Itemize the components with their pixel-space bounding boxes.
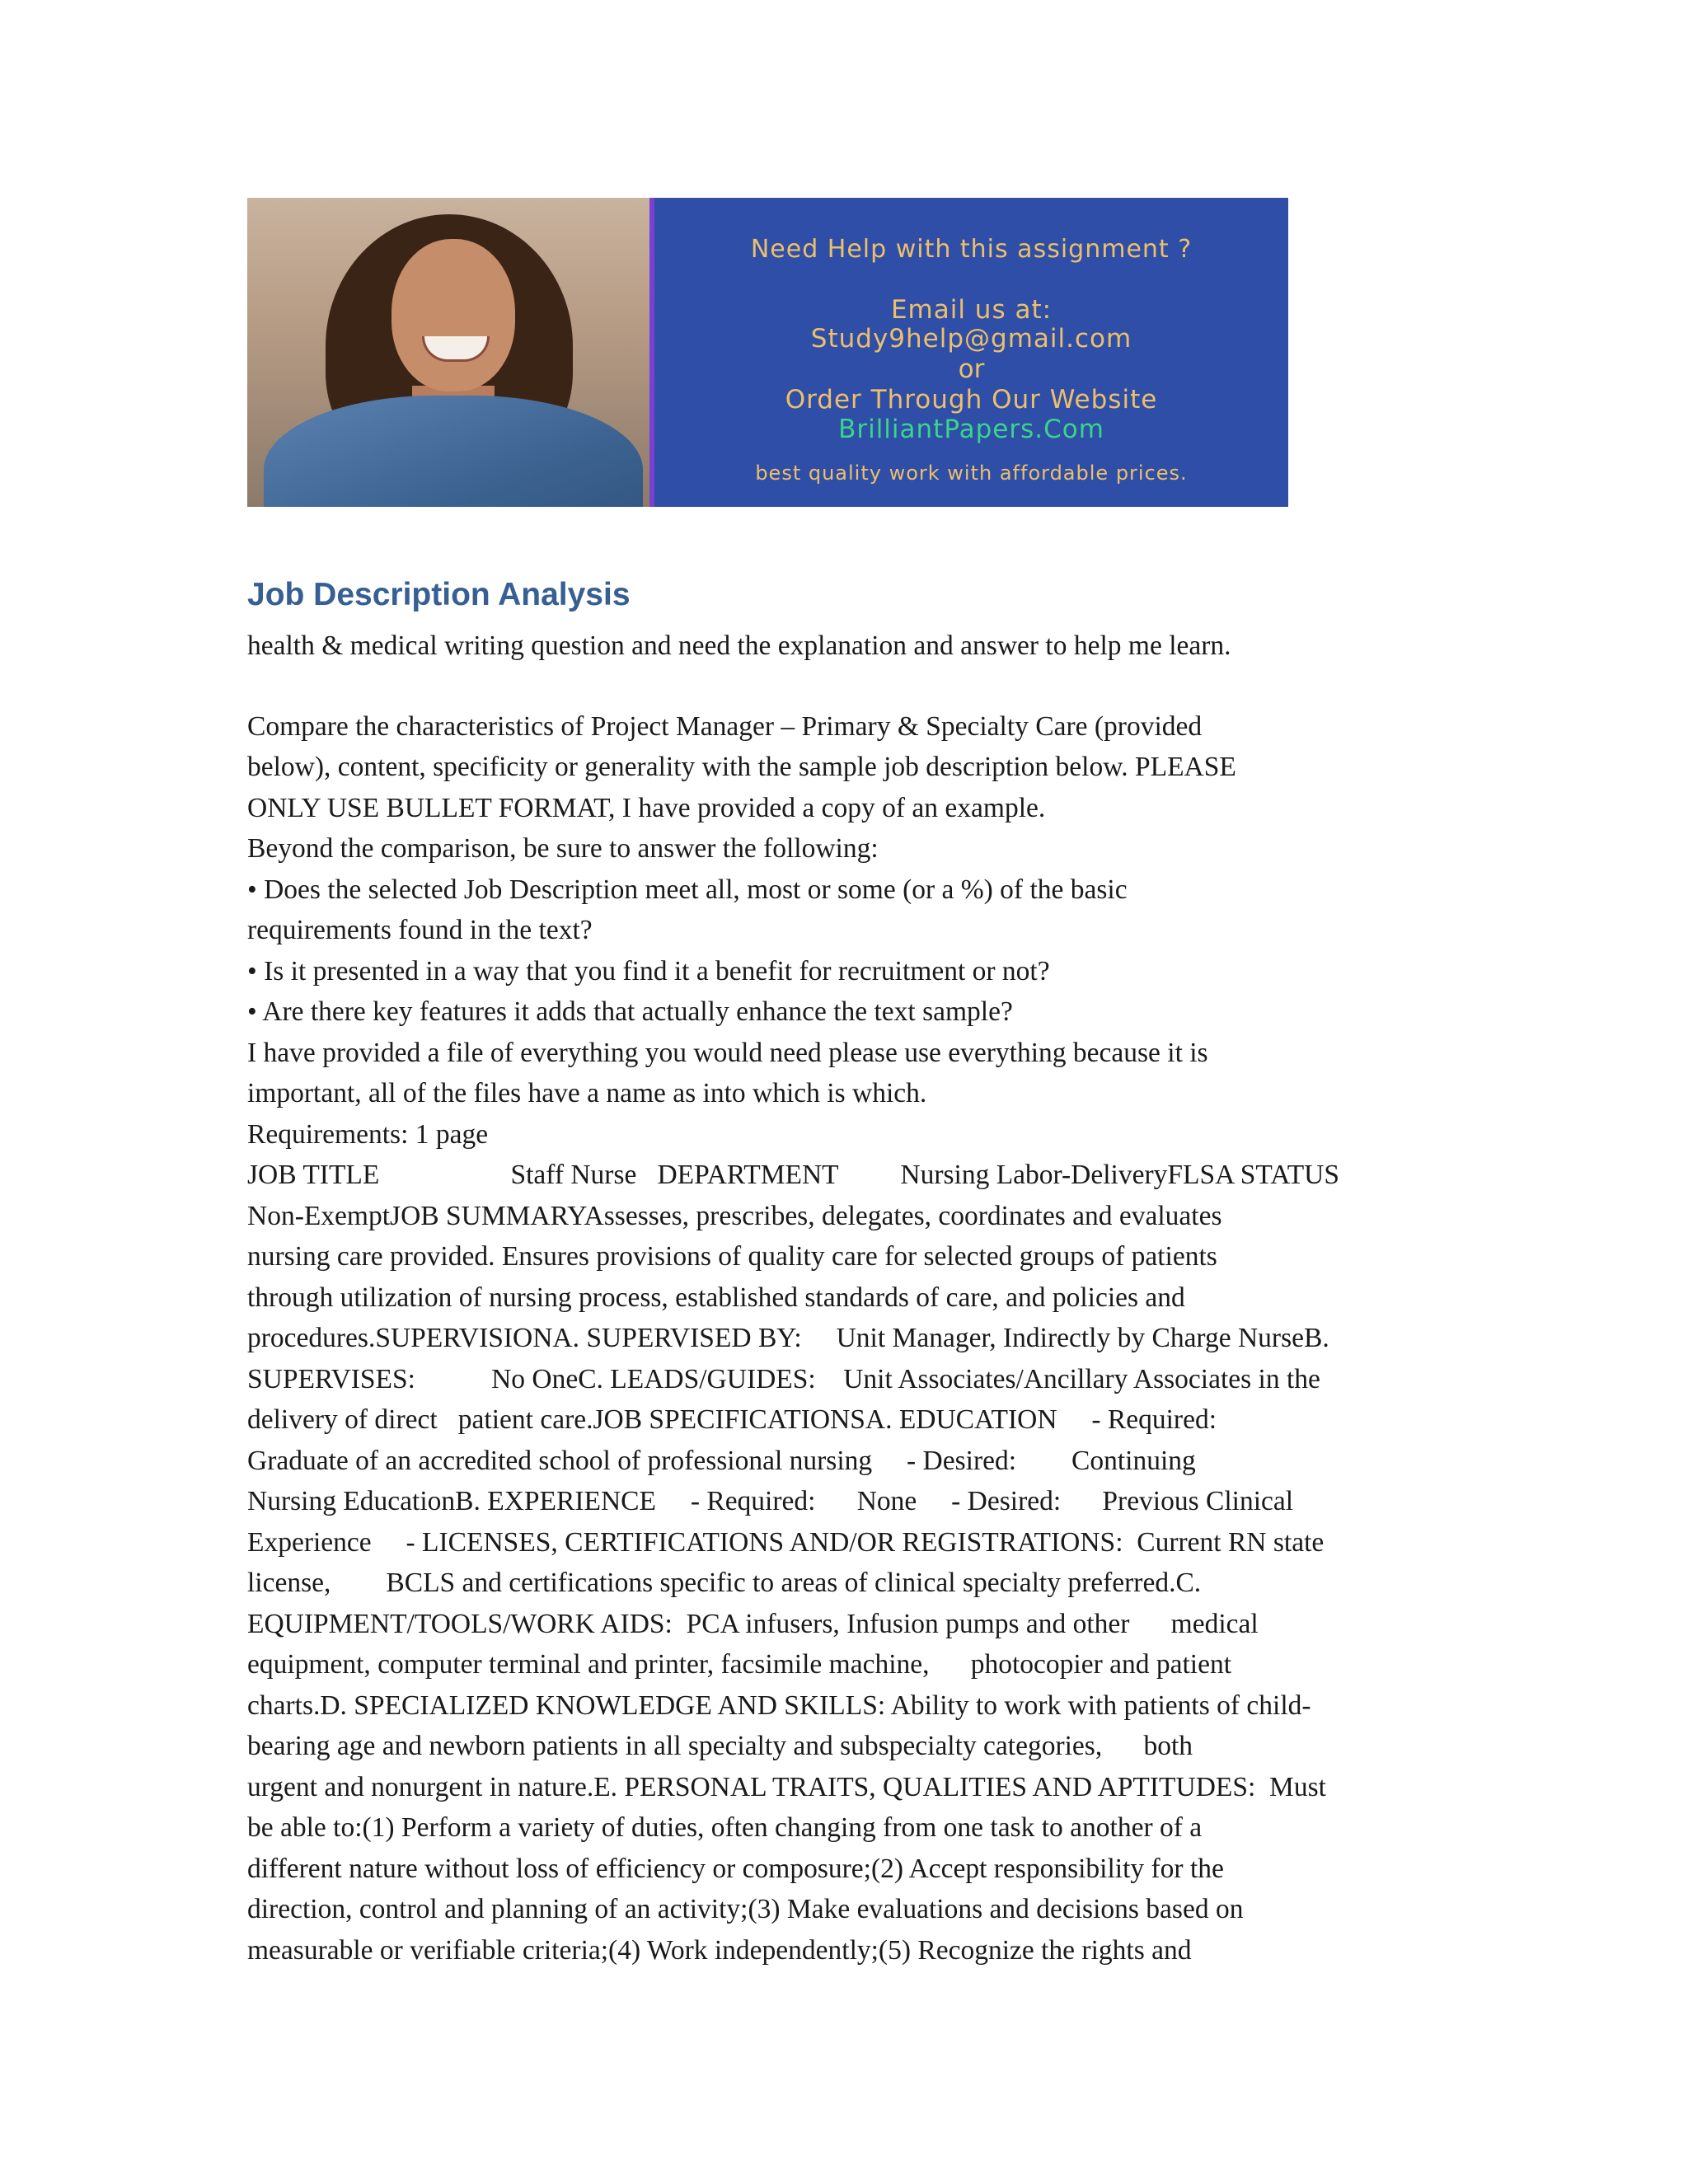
body-line: direction, control and planning of an activity;(3) Make evaluations and decisions based on (247, 1894, 1244, 1924)
body-line: ONLY USE BULLET FORMAT, I have provided a copy of an example. (247, 793, 1046, 823)
body-line: be able to:(1) Perform a variety of duties, often changing from one task to another of a (247, 1812, 1203, 1843)
body-line: procedures.SUPERVISIONA. SUPERVISED BY: Unit Manager, Indirectly by Charge NurseB. (247, 1323, 1329, 1353)
body-line: JOB TITLE Staff Nurse DEPARTMENT Nursing Labor-DeliveryFLSA STATUS (247, 1160, 1339, 1190)
banner-photo (247, 198, 649, 507)
banner-email-label: Email us at: (890, 295, 1053, 325)
body-line: Requirements: 1 page (247, 1119, 489, 1150)
body-line: nursing care provided. Ensures provisions of quality care for selected groups of patients (247, 1241, 1217, 1272)
body-line: measurable or verifiable criteria;(4) Work independently;(5) Recognize the rights and (247, 1935, 1192, 1966)
body-line: charts.D. SPECIALIZED KNOWLEDGE AND SKILLS: Ability to work with patients of child- (247, 1690, 1311, 1721)
body-line: I have provided a file of everything you would need please use everything because it is (247, 1038, 1208, 1068)
bullet-item: • Is it presented in a way that you find it a benefit for recruitment or not? (247, 956, 1050, 987)
body-line: Graduate of an accredited school of professional nursing - Desired: Continuing (247, 1446, 1196, 1476)
body-line: delivery of direct patient care.JOB SPECIFICATIONSA. EDUCATION - Required: (247, 1404, 1217, 1435)
banner-tagline: best quality work with affordable prices. (755, 462, 1188, 485)
body-line: Nursing EducationB. EXPERIENCE - Required: None - Desired: Previous Clinical (247, 1486, 1294, 1516)
photo-face (392, 239, 515, 391)
photo-denim-jacket (264, 396, 643, 507)
bullet-item: • Are there key features it adds that actually enhance the text sample? (247, 996, 1013, 1027)
body-line: requirements found in the text? (247, 915, 593, 945)
body-line: below), content, specificity or generality with the sample job description below. PLEASE (247, 752, 1236, 782)
body-line: through utilization of nursing process, established standards of care, and policies and (247, 1282, 1185, 1313)
body-line: urgent and nonurgent in nature.E. PERSONAL TRAITS, QUALITIES AND APTITUDES: Must (247, 1772, 1326, 1802)
banner-text-panel (654, 198, 1288, 507)
body-line: license, BCLS and certifications specific to areas of clinical specialty preferred.C. (247, 1568, 1202, 1598)
page-title: Job Description Analysis (247, 577, 631, 612)
banner-website: BrilliantPapers.Com (838, 415, 1104, 444)
body-line: Compare the characteristics of Project Manager – Primary & Specialty Care (provided (247, 711, 1203, 742)
body-line: Non-ExemptJOB SUMMARYAssesses, prescribes, delegates, coordinates and evaluates (247, 1201, 1222, 1231)
banner-order-line: Order Through Our Website (785, 385, 1158, 415)
bullet-item: • Does the selected Job Description meet all, most or some (or a %) of the basic (247, 874, 1128, 905)
body-line: health & medical writing question and need the explanation and answer to help me learn. (247, 630, 1231, 661)
body-line: different nature without loss of efficiency or composure;(2) Accept responsibility for the (247, 1854, 1224, 1884)
body-line: SUPERVISES: No OneC. LEADS/GUIDES: Unit Associates/Ancillary Associates in the (247, 1364, 1320, 1394)
banner-or: or (958, 354, 985, 384)
body-line: important, all of the files have a name as into which is which. (247, 1078, 927, 1108)
banner-email: Study9help@gmail.com (810, 324, 1132, 354)
advertisement-banner (247, 198, 1288, 507)
body-line: Beyond the comparison, be sure to answer the following: (247, 833, 879, 864)
body-line: EQUIPMENT/TOOLS/WORK AIDS: PCA infusers, Infusion pumps and other medical (247, 1609, 1259, 1639)
body-line: bearing age and newborn patients in all specialty and subspecialty categories, both (247, 1731, 1193, 1761)
body-line: Experience - LICENSES, CERTIFICATIONS AND/OR REGISTRATIONS: Current RN state (247, 1527, 1325, 1558)
body-line: equipment, computer terminal and printer, facsimile machine, photocopier and patient (247, 1649, 1232, 1680)
banner-need-help: Need Help with this assignment ? (750, 235, 1193, 264)
